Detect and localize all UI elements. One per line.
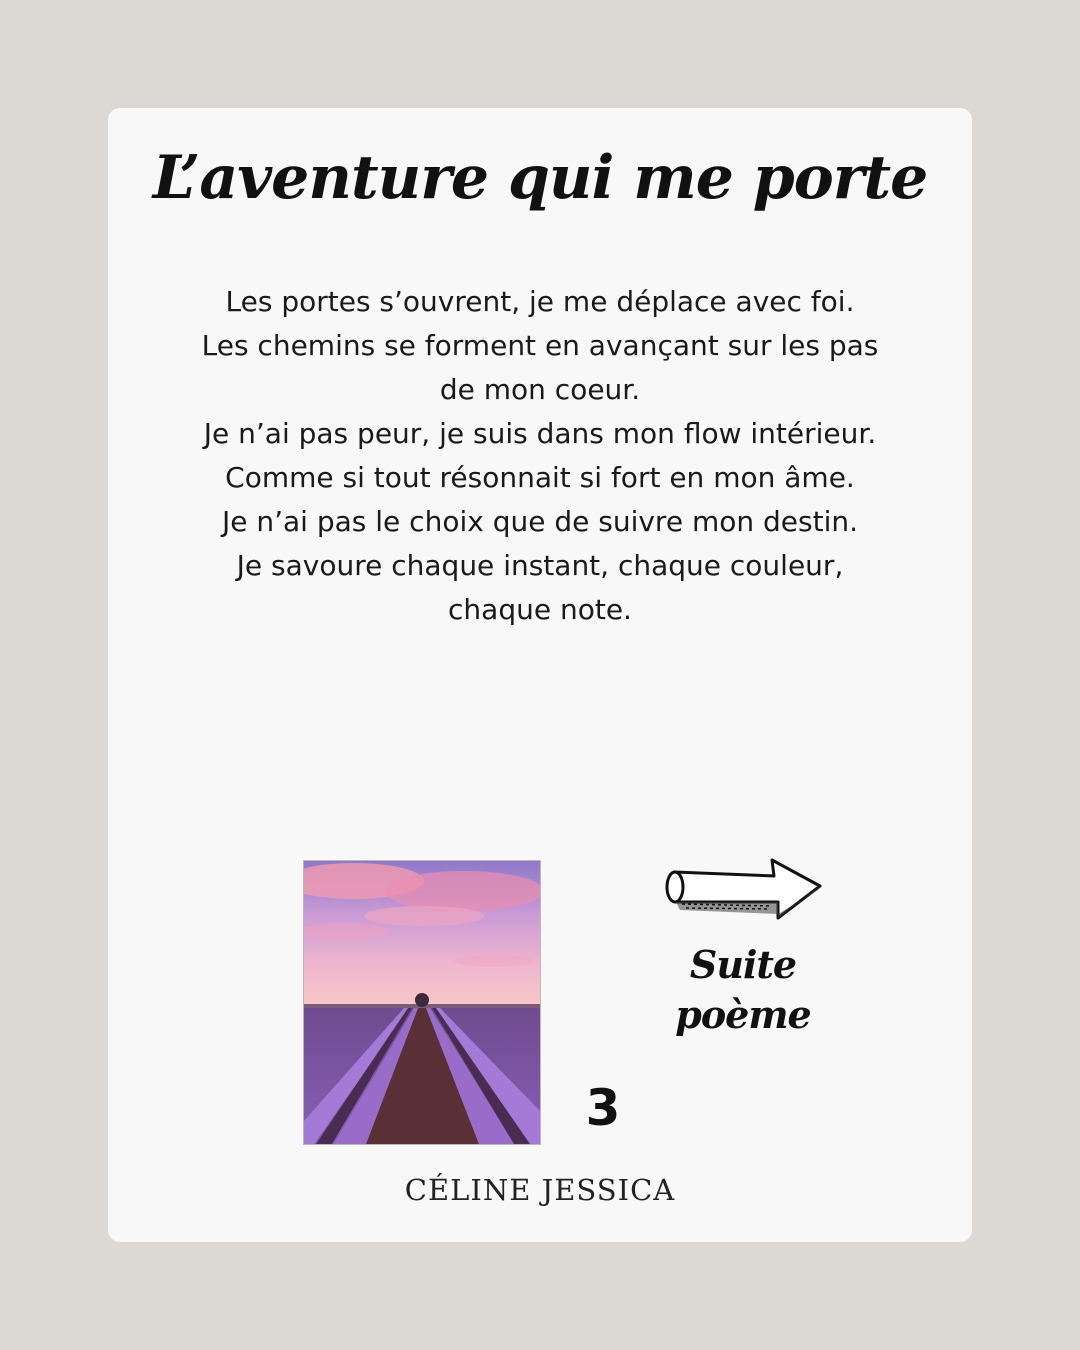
poem-title: L’aventure qui me porte [152, 143, 928, 213]
page-number: 3 [585, 1079, 621, 1137]
poem-line: Je n’ai pas peur, je suis dans mon flow intérieur. [203, 417, 877, 450]
author-signature: CÉLINE JESSICA [404, 1173, 676, 1207]
poem-line: Les portes s’ouvrent, je me déplace avec foi. [225, 285, 855, 318]
lavender-field-photo [303, 860, 541, 1145]
poem-line: Comme si tout résonnait si fort en mon âme. [225, 461, 855, 494]
poem-text [188, 280, 892, 632]
poem-line: Les chemins se forment en avançant sur les pas de mon coeur. [201, 329, 879, 406]
poem-line: Je n’ai pas le choix que de suivre mon destin. [221, 505, 858, 538]
next-poem-label[interactable]: Suite poème [675, 942, 811, 1037]
poem-line: Je savoure chaque instant, chaque couleur, chaque note. [236, 549, 844, 626]
hand-drawn-right-arrow-icon[interactable] [662, 856, 828, 928]
poem-card [108, 108, 972, 1242]
